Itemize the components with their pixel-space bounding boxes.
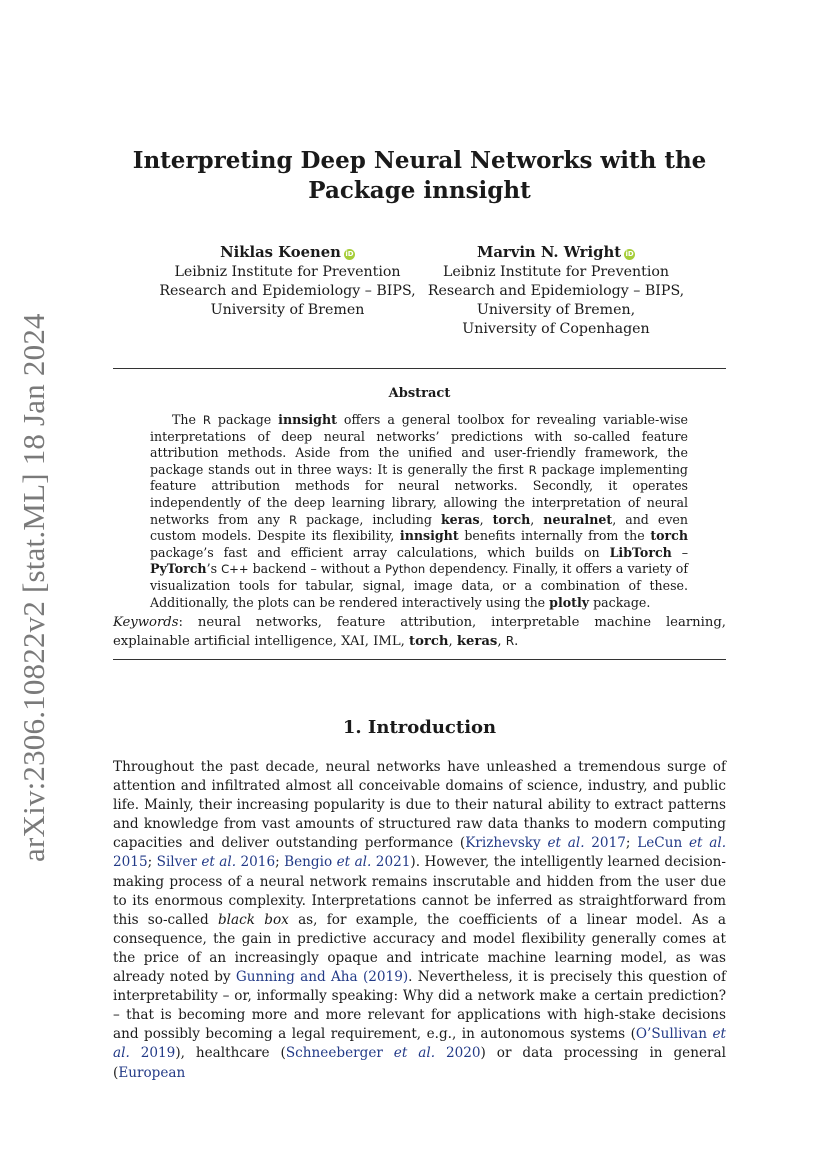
emphasis-black-box: black box (217, 911, 289, 928)
keywords (113, 613, 726, 651)
title-package-name: innsight (423, 177, 531, 204)
text-run: benefits internally from the (458, 528, 651, 544)
text-run: package. (589, 594, 651, 610)
title-line-1: Interpreting Deep Neural Networks with the (132, 147, 707, 174)
text-run: , and even custom models. Despite its flexibility, (150, 511, 688, 544)
citation-link[interactable]: O’Sullivan et al. 2019 (113, 1026, 726, 1062)
author-affiliation-line: Research and Epidemiology – BIPS, (159, 283, 416, 299)
orcid-icon[interactable]: iD (625, 250, 634, 258)
text-run: ) or data processing in general ( (113, 1045, 726, 1081)
package-name-neuralnet: neuralnet (543, 511, 613, 527)
package-name-torch: torch (492, 511, 531, 527)
text-run: ), healthcare ( (175, 1045, 286, 1062)
text-run: – (671, 544, 688, 560)
text-run: , (497, 634, 506, 649)
r-language-mention: R (202, 413, 211, 427)
author-affiliation-line: Research and Epidemiology – BIPS, (427, 283, 685, 299)
package-name-plotly: plotly (549, 594, 590, 610)
language-mention-python: Python (385, 562, 426, 577)
author-name: Niklas Koenen (220, 244, 341, 261)
section-heading-introduction: 1. Introduction (342, 717, 497, 738)
arxiv-identifier-stamp (6, 313, 62, 862)
package-name-torch: torch (650, 528, 689, 544)
text-run: ; (275, 854, 285, 871)
text-run: Throughout the past decade, neural networks have unleashed a tremendous surge of attention and infiltrated almost all conceivable domains of science, industry, and public life. Mainly, their increasing popularity is due to their natural ability to extract patterns and knowledge from vast amounts of structured raw data thanks to modern computing capacities and deliver outstanding performance ( (113, 759, 726, 852)
citation-link[interactable]: Silver et al. 2016 (156, 854, 276, 871)
text-run: The (172, 412, 203, 427)
text-run: package implementing feature attribution methods for neural networks. Secondly, it operates independently of the deep learning library, allowing the interpretation of neural networks from any (150, 461, 688, 527)
text-run: . (514, 634, 519, 649)
package-name-pytorch: PyTorch (150, 561, 207, 577)
author-name: Marvin N. Wright (476, 244, 622, 261)
text-run: , (448, 634, 457, 649)
r-language-mention: R (289, 512, 298, 527)
text-run: . Nevertheless, it is precisely this question of interpretability – or, informally speaking: Why did a network make a certain prediction? – that is becoming more and more relevant for applications with high-stake decisions and possibly becoming a legal requirement, e.g., in autonomous systems ( (113, 969, 726, 1043)
package-name-keras: keras (440, 511, 480, 527)
r-language-mention: R (528, 462, 537, 477)
package-name-innsight: innsight (278, 412, 337, 427)
text-run: ’s (206, 561, 222, 577)
citation-link[interactable]: European (118, 1064, 186, 1081)
author-affiliation-line: University of Bremen, (476, 302, 636, 318)
author-affiliation-line: University of Copenhagen (462, 321, 650, 337)
text-run: dependency. Finally, it offers a variety of visualization tools for tabular, signal, image data, or a combination of these. Additionally, the plots can be rendered interactively using the (150, 561, 688, 610)
keyword-torch: torch (409, 634, 449, 649)
citation-link[interactable]: Krizhevsky et al. 2017 (465, 835, 626, 852)
package-name-libtorch: LibTorch (609, 544, 672, 560)
package-name-innsight: innsight (399, 528, 459, 544)
language-mention-cpp: C++ (221, 562, 249, 577)
introduction-paragraph (113, 758, 726, 1083)
author-block-wright (425, 243, 687, 339)
text-run: package (210, 412, 279, 427)
text-run: , (530, 511, 544, 527)
text-run: as, for example, the coefficients of a linear model. As a consequence, the gain in predictive accuracy and model flexibility generally comes at the price of an increasingly opaque and intricate machine learning model, as was already noted by (113, 911, 726, 986)
citation-link[interactable]: Bengio et al. 2021 (284, 854, 411, 871)
author-affiliation-line: Leibniz Institute for Prevention (442, 264, 670, 280)
text-run: backend – without a (248, 561, 386, 577)
citation-link[interactable]: Schneeberger et al. 2020 (285, 1045, 481, 1062)
orcid-icon[interactable]: iD (345, 250, 354, 258)
abstract-bottom-rule (113, 659, 726, 660)
text-run: , (479, 511, 493, 527)
author-block-koenen (150, 243, 425, 320)
citation-link[interactable]: Gunning and Aha (2019) (235, 969, 409, 986)
abstract-text (150, 412, 688, 611)
citation-link[interactable]: LeCun et al. 2015 (113, 835, 727, 871)
text-run: ; (625, 835, 638, 852)
text-run: offers a general toolbox for revealing variable-wise interpretations of deep neural networks’ predictions with so-called feature attribution methods. Aside from the unified and user-friendly framework, the package stands out in three ways: It is generally the first (150, 412, 688, 477)
text-run: package, including (297, 511, 441, 527)
keyword-r: R (505, 634, 515, 648)
text-run: : neural networks, feature attribution, interpretable machine learning, explainable artificial intelligence, XAI, IML, (113, 615, 726, 649)
text-run: ). However, the intelligently learned decision-making process of a neural network remains inscrutable and hidden from the user due to its enormous complexity. Interpretations cannot be inferred as straightforward from this so-called (113, 854, 726, 928)
author-affiliation-line: Leibniz Institute for Prevention (174, 264, 401, 280)
paper-title (113, 146, 726, 206)
author-affiliation-line: University of Bremen (210, 302, 365, 318)
abstract-top-rule (113, 368, 726, 369)
keyword-keras: keras (456, 634, 498, 649)
arxiv-identifier-text: arXiv:2306.10822v2 [stat.ML] 18 Jan 2024 (16, 313, 51, 862)
abstract-heading: Abstract (388, 386, 451, 401)
keywords-label: Keywords (113, 615, 179, 630)
text-run: ; (147, 854, 157, 871)
title-line-2-prefix: Package (308, 177, 424, 204)
text-run: package’s fast and efficient array calculations, which builds on (150, 544, 610, 560)
